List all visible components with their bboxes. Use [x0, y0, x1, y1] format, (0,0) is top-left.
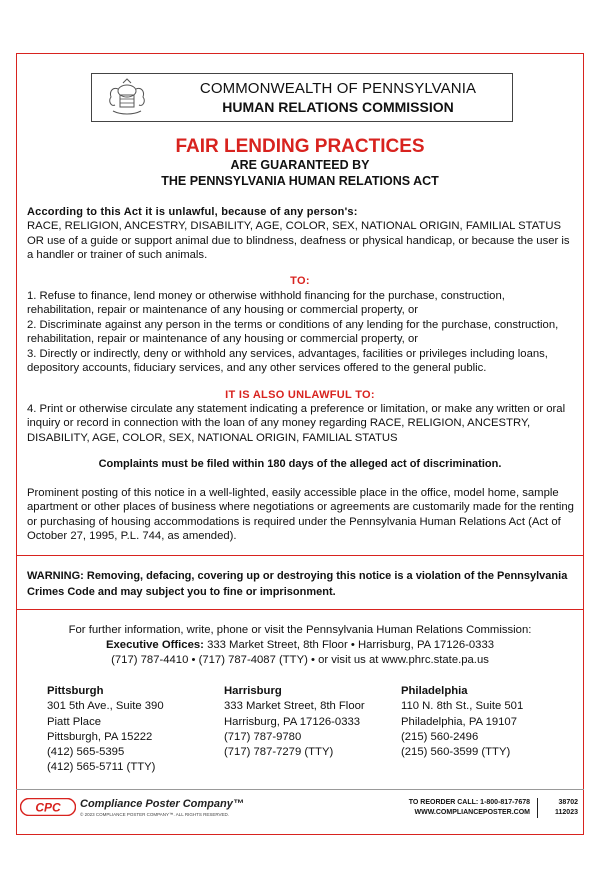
posting-paragraph: Prominent posting of this notice in a well-lighted, easily accessible place in the office, model home, sample apartment or other places of business where negotiations or agreements are customarily made for the renting or purchasing of housing accommodations is required under the Pennsylvania Human Relations Act (Act of October 27, 1995, P.L. 744, as amended).: [27, 487, 574, 543]
office-line: (412) 565-5711 (TTY): [47, 761, 156, 774]
poster-subtitle-2: THE PENNSYLVANIA HUMAN RELATIONS ACT: [161, 174, 439, 188]
copyright-text: © 2023 COMPLIANCE POSTER COMPANY™. ALL RIGHTS RESERVED.: [80, 812, 230, 817]
poster-title: FAIR LENDING PRACTICES: [175, 136, 425, 157]
also-unlawful-item: 4. Print or otherwise circulate any statement indicating a preference or limitation, or make any written or oral inquiry or record in connection with the loan of any money regarding RACE, RELIGION, ANCESTRY, DISABILITY, AGE, COLOR, SEX, NATIONAL ORIGIN, FAMILIAL STATUS: [27, 403, 566, 444]
cpc-logo-icon: [20, 798, 76, 816]
also-unlawful-heading: IT IS ALSO UNLAWFUL TO:: [225, 389, 375, 401]
to-item-3: 3. Directly or indirectly, deny or withhold any services, advantages, facilities or privileges including loans, depository accounts, fiduciary services, and any other services offered to the general public.: [27, 347, 548, 375]
office-line: Philadelphia, PA 19107: [401, 715, 517, 728]
office-name: Philadelphia: [401, 685, 468, 697]
intro-paragraph: [27, 205, 575, 263]
divider-bottom: [16, 609, 584, 610]
office-line: Harrisburg, PA 17126-0333: [224, 715, 361, 728]
executive-offices-address: 333 Market Street, 8th Floor • Harrisburg, PA 17126-0333: [207, 639, 495, 651]
office-philadelphia: [401, 684, 523, 760]
cpc-logo-text: CPC: [35, 800, 61, 815]
contact-line-3: (717) 787-4410 • (717) 787-4087 (TTY) • or visit us at www.phrc.state.pa.us: [111, 654, 489, 666]
to-item-2: 2. Discriminate against any person in the terms or conditions of any lending for the purchase, construction, rehabilitation, repair or maintenance of any housing or commercial property, or: [27, 318, 559, 346]
pennsylvania-seal-icon: [105, 77, 149, 119]
office-line: Pittsburgh, PA 15222: [47, 730, 153, 743]
warning-notice: WARNING: Removing, defacing, covering up or destroying this notice is a violation of the Pennsylvania Crimes Code and may subject you to fine or imprisonment.: [27, 570, 568, 598]
executive-offices-label: Executive Offices:: [105, 639, 204, 651]
office-line: (215) 560-3599 (TTY): [401, 746, 511, 759]
office-name: Harrisburg: [224, 685, 282, 697]
office-line: (412) 565-5395: [47, 746, 125, 759]
office-name: Pittsburgh: [47, 685, 104, 697]
office-line: 301 5th Ave., Suite 390: [47, 700, 164, 713]
intro-text: RACE, RELIGION, ANCESTRY, DISABILITY, AGE, COLOR, SEX, NATIONAL ORIGIN, FAMILIAL STATUS OR use of a guide or support animal due to blindness, deafness or physical handicap, or because the user is a handler or trainer of such animals.: [27, 220, 570, 262]
to-item-1: 1. Refuse to finance, lend money or otherwise withhold financing for the purchase, construction, rehabilitation, repair or maintenance of any housing or commercial property, or: [27, 290, 505, 317]
office-line: (215) 560-2496: [401, 730, 479, 743]
to-list: [27, 289, 575, 375]
poster-subtitle-1: ARE GUARANTEED BY: [230, 158, 370, 172]
reorder-website: WWW.COMPLIANCEPOSTER.COM: [414, 809, 530, 816]
intro-lead: According to this Act it is unlawful, because of any person's:: [27, 206, 358, 218]
office-line: 110 N. 8th St., Suite 501: [401, 700, 524, 713]
contact-executive-offices: [0, 639, 600, 651]
reorder-info: [372, 798, 530, 818]
footer-separator: [537, 798, 538, 818]
poster-code-2: 112023: [555, 809, 578, 816]
reorder-phone: TO REORDER CALL: 1-800-817-7678: [408, 799, 530, 806]
header-commission: HUMAN RELATIONS COMMISSION: [222, 99, 454, 115]
poster-codes: [544, 798, 578, 818]
divider-top: [16, 555, 584, 556]
company-name: Compliance Poster Company™: [80, 798, 244, 810]
complaints-notice: Complaints must be filed within 180 days of the alleged act of discrimination.: [98, 458, 502, 470]
office-line: (717) 787-7279 (TTY): [224, 746, 334, 759]
poster-code-1: 38702: [558, 799, 578, 806]
office-line: 333 Market Street, 8th Floor: [224, 700, 365, 713]
office-line: Piatt Place: [47, 715, 102, 728]
to-heading: TO:: [290, 275, 310, 287]
footer-divider: [16, 789, 584, 790]
contact-line-1: For further information, write, phone or visit the Pennsylvania Human Relations Commission:: [68, 624, 532, 636]
office-harrisburg: [224, 684, 365, 760]
office-pittsburgh: [47, 684, 164, 776]
header-commonwealth: COMMONWEALTH OF PENNSYLVANIA: [199, 80, 477, 97]
office-line: (717) 787-9780: [224, 730, 302, 743]
